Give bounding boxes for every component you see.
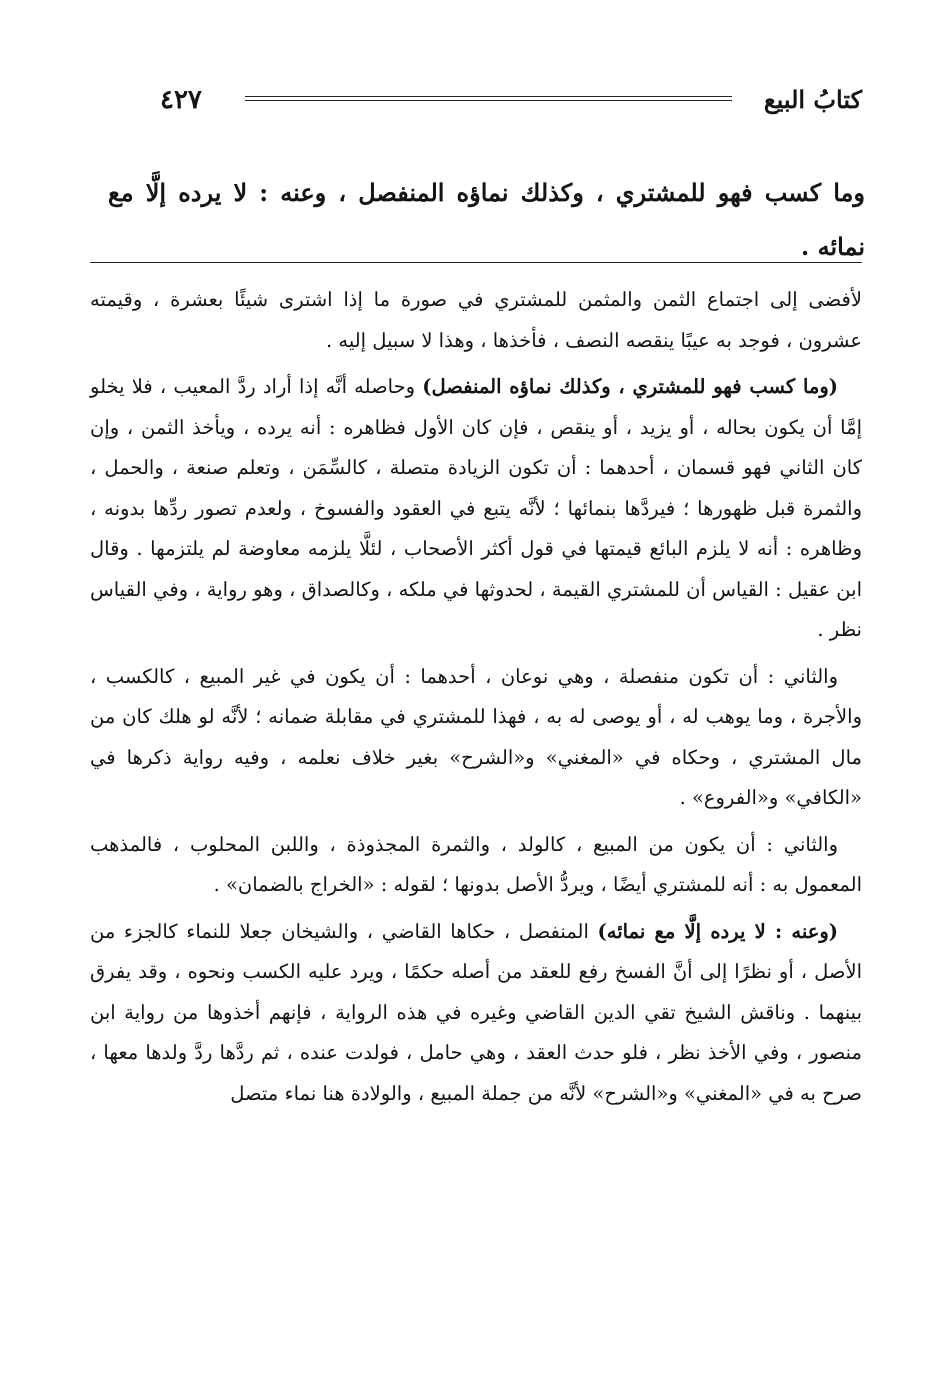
commentary-paragraph-2 [90,367,862,651]
matn-separator-rule [90,262,862,263]
matn-quote-1: (وما كسب فهو للمشتري ، وكذلك نماؤه المنفصل) [422,375,839,398]
matn-text: وما كسب فهو للمشتري ، وكذلك نماؤه المنفصل ، وعنه : لا يرده إلَّا مع نمائه . [108,178,865,261]
commentary-paragraph-5 [90,912,862,1115]
commentary-paragraph-3: والثاني : أن تكون منفصلة ، وهي نوعان ، أحدهما : أن يكون في غير المبيع ، كالكسب ، والأجرة ، وما يوهب له ، أو يوصى له به ، فهذا للمشتري في مقابلة ضمانه ؛ لأنَّه لو هلك كان من مال المشتري ، وحكاه في «المغني» و«الشرح» بغير خلاف نعلمه ، وفيه رواية ذكرها في «الكافي» و«الفروع» . [90,664,862,809]
matn-quote-2: (وعنه : لا يرده إلَّا مع نمائه) [597,919,838,943]
page-number: ٤٢٧ [160,85,202,115]
header-rule [245,96,732,101]
commentary-paragraph-2-text: وحاصله أنَّه إذا أراد ردَّ المعيب ، فلا يخلو إمَّا أن يكون بحاله ، أو يزيد ، أو ينقص ، فإن كان الأول فظاهره : أنه يرده ، ويأخذ الثمن ، وإن كان الثاني فهو قسمان ، أحدهما : أن تكون الزيادة متصلة ، كالسِّمَن ، وتعلم صنعة ، والحمل ، والثمرة قبل ظهورها ؛ فيردَّها بنمائها ؛ لأنَّه يتبع في العقود والفسوخ ، ولعدم تصور ردِّها بدونه ، وظاهره : أنه لا يلزم البائع قيمتها في قول أكثر الأصحاب ، لئلَّا يلزمه معاوضة لم يلتزمها . وقال ابن عقيل : القياس أن للمشتري القيمة ، لحدوثها في ملكه ، وكالصداق ، وهو رواية ، وفي القياس نظر . [90,375,862,641]
commentary-paragraph-5-text: المنفصل ، حكاها القاضي ، والشيخان جعلا للنماء كالجزء من الأصل ، أو نظرًا إلى أنَّ الفسخ رفع للعقد من أصله حكمًا ، ويرد عليه الكسب ونحوه ، وقد يفرق بينهما . وناقش الشيخ تقي الدين القاضي وغيره في هذه الرواية ، فإنهم أخذوها من رواية ابن منصور ، وفي الأخذ نظر ، فلو حدث العقد ، وهي حامل ، فولدت عنده ، ثم ردَّها ردَّ ولدها معها ، صرح به في «المغني» و«الشرح» لأنَّه من جملة المبيع ، والولادة هنا نماء متصل [90,919,862,1105]
commentary-paragraph-1: لأفضى إلى اجتماع الثمن والمثمن للمشتري في صورة ما إذا اشترى شيئًا بعشرة ، وقيمته عشرون ، فوجد به عيبًا ينقصه النصف ، فأخذها ، وهذا لا سبيل إليه . [90,288,862,352]
commentary-paragraph-4: والثاني : أن يكون من المبيع ، كالولد ، والثمرة المجذوذة ، واللبن المحلوب ، فالمذهب المعمول به : أنه للمشتري أيضًا ، ويردُّ الأصل بدونها ؛ لقوله : «الخراج بالضمان» . [90,832,862,896]
running-header [160,80,862,120]
book-title: كتابُ البيع [763,85,862,114]
commentary [90,280,862,1120]
